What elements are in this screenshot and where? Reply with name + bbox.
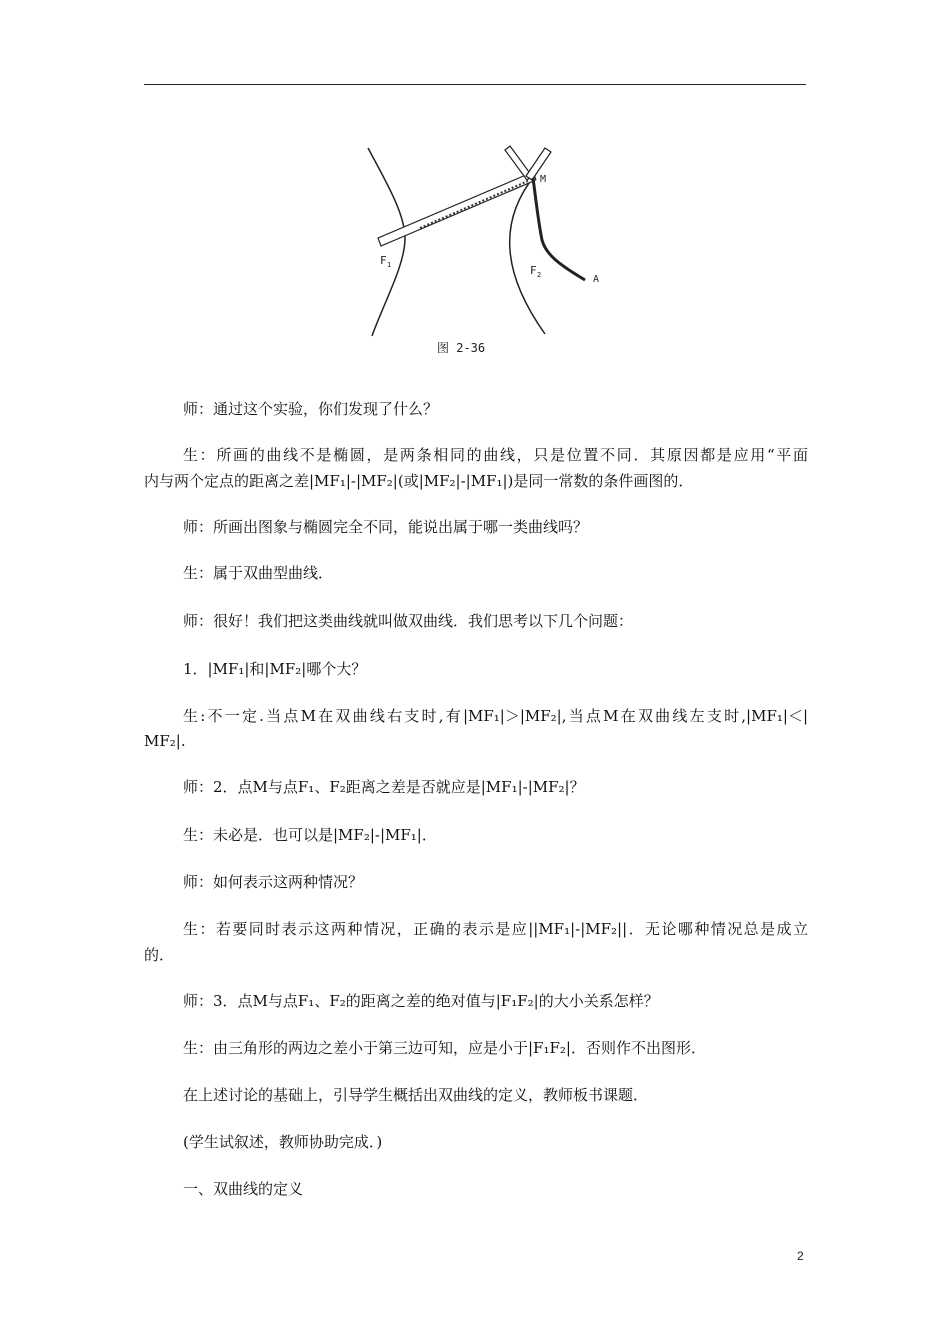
- paragraph-student-answer-2: 生：属于双曲型曲线．: [183, 564, 334, 582]
- paragraph-teacher-question-2: 师：所画出图象与椭圆完全不同，能说出属于哪一类曲线吗？: [183, 518, 589, 536]
- header-rule: [144, 84, 806, 85]
- paragraph-student-answer-1-line1: 生：所画的曲线不是椭圆，是两条相同的曲线，只是位置不同．其原因都是应用“平面: [183, 446, 808, 464]
- paragraph-student-answer-4: 生：未必是．也可以是|MF₂|-|MF₁|．: [183, 826, 437, 844]
- figure-caption: 图 2-36: [437, 341, 486, 355]
- ruler-top-right: [526, 148, 551, 180]
- hyperbola-drawing-figure: [360, 140, 610, 345]
- paragraph-teacher-question-3: 师：如何表示这两种情况？: [183, 873, 364, 891]
- paragraph-student-answer-5-line2: 的．: [144, 946, 175, 964]
- paragraph-student-answer-6: 生：由三角形的两边之差小于第三边可知，应是小于|F₁F₂|．否则作不出图形．: [183, 1039, 706, 1057]
- label-a: A: [593, 274, 600, 285]
- label-f1-subscript: 1: [387, 261, 392, 269]
- paragraph-summary: 在上述讨论的基础上，引导学生概括出双曲线的定义，教师板书课题．: [183, 1086, 649, 1104]
- page-number: 2: [797, 1249, 804, 1263]
- paragraph-note: (学生试叙述，教师协助完成．): [183, 1133, 383, 1151]
- ruler-f1-to-m: [378, 172, 536, 246]
- label-f2: F: [530, 264, 537, 277]
- paragraph-student-answer-5-line1: 生：若要同时表示这两种情况，正确的表示是应||MF₁|-|MF₂||．无论哪种情况总是成立: [183, 920, 808, 938]
- label-f1: F: [380, 254, 387, 267]
- paragraph-student-answer-3-line1: 生:不一定.当点M在双曲线右支时,有|MF₁|＞|MF₂|,当点M在双曲线左支时,|MF₁|＜|: [183, 707, 808, 725]
- string-m-to-a: [533, 178, 585, 280]
- paragraph-question-2: 师：2．点M与点F₁、F₂距离之差是否就应是|MF₁|-|MF₂|？: [183, 778, 585, 796]
- paragraph-teacher-remark: 师：很好！我们把这类曲线就叫做双曲线．我们思考以下几个问题：: [183, 612, 634, 630]
- paragraph-question-1: 1．|MF₁|和|MF₂|哪个大？: [183, 660, 367, 678]
- label-f2-subscript: 2: [537, 271, 542, 279]
- section-heading-hyperbola-definition: 一、双曲线的定义: [183, 1180, 304, 1198]
- paragraph-question-3: 师：3．点M与点F₁、F₂的距离之差的绝对值与|F₁F₂|的大小关系怎样？: [183, 992, 659, 1010]
- label-m: M: [540, 174, 547, 185]
- paragraph-teacher-question-1: 师：通过这个实验，你们发现了什么？: [183, 400, 439, 418]
- hyperbola-right-branch: [510, 175, 545, 334]
- paragraph-student-answer-3-line2: MF₂|.: [144, 732, 186, 750]
- paragraph-student-answer-1-line2: 内与两个定点的距离之差|MF₁|-|MF₂|(或|MF₂|-|MF₁|)是同一常数的条件画图的．: [144, 472, 694, 490]
